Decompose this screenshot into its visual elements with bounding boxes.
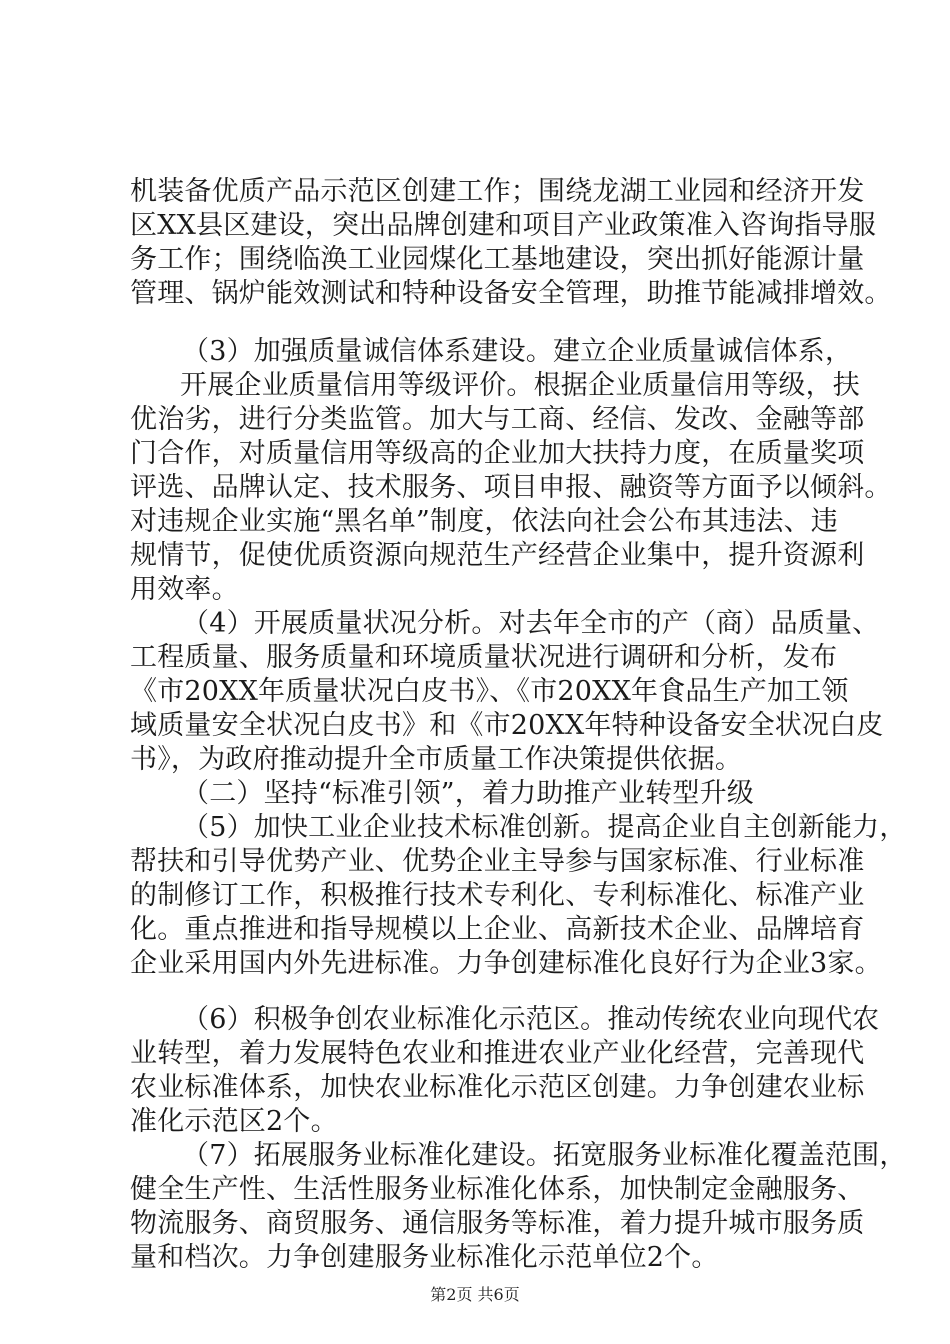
text-line: 管理、锅炉能效测试和特种设备安全管理，助推节能减排增效。 xyxy=(130,278,892,309)
text-line: 用效率。 xyxy=(130,574,239,605)
text-line: 务工作；围绕临涣工业园煤化工基地建设，突出抓好能源计量 xyxy=(130,244,865,275)
text-line: 《市20XX年质量状况白皮书》、《市20XX年食品生产加工领 xyxy=(130,676,849,707)
text-line: 开展企业质量信用等级评价。根据企业质量信用等级，扶 xyxy=(180,370,860,401)
text-line: 业转型，着力发展特色农业和推进农业产业化经营，完善现代 xyxy=(130,1038,865,1069)
text-line: 健全生产性、生活性服务业标准化体系，加快制定金融服务、 xyxy=(130,1174,865,1205)
text-line: （6）积极争创农业标准化示范区。推动传统农业向现代农 xyxy=(182,1004,880,1035)
text-line: 企业采用国内外先进标准。力争创建标准化良好行为企业3家。 xyxy=(130,948,882,979)
text-line: （3）加强质量诚信体系建设。建立企业质量诚信体系， xyxy=(182,336,853,367)
text-line: 规情节，促使优质资源向规范生产经营企业集中，提升资源利 xyxy=(130,540,865,571)
text-line: （5）加快工业企业技术标准创新。提高企业自主创新能力， xyxy=(182,812,907,843)
text-line: 物流服务、商贸服务、通信服务等标准，着力提升城市服务质 xyxy=(130,1208,865,1239)
text-line: 门合作，对质量信用等级高的企业加大扶持力度，在质量奖项 xyxy=(130,438,865,469)
text-line: 机装备优质产品示范区创建工作；围绕龙湖工业园和经济开发 xyxy=(130,176,865,207)
text-line: 区XX县区建设，突出品牌创建和项目产业政策准入咨询指导服 xyxy=(130,210,877,241)
text-line: 农业标准体系，加快农业标准化示范区创建。力争创建农业标 xyxy=(130,1072,865,1103)
text-line: 书》，为政府推动提升全市质量工作决策提供依据。 xyxy=(130,744,743,775)
text-line: 工程质量、服务质量和环境质量状况进行调研和分析，发布 xyxy=(130,642,838,673)
text-line: （4）开展质量状况分析。对去年全市的产（商）品质量、 xyxy=(182,608,880,639)
text-line: 准化示范区2个。 xyxy=(130,1106,338,1137)
text-line: 量和档次。力争创建服务业标准化示范单位2个。 xyxy=(130,1242,719,1273)
page-number: 第2页 共6页 xyxy=(430,1285,520,1304)
text-line: 对违规企业实施“黑名单”制度，依法向社会公布其违法、违 xyxy=(130,506,839,537)
section-heading: （二）坚持“标准引领”，着力助推产业转型升级 xyxy=(182,778,755,809)
text-line: 帮扶和引导优势产业、优势企业主导参与国家标准、行业标准 xyxy=(130,846,865,877)
text-line: 优治劣，进行分类监管。加大与工商、经信、发改、金融等部 xyxy=(130,404,865,435)
text-line: 评选、品牌认定、技术服务、项目申报、融资等方面予以倾斜。 xyxy=(130,472,892,503)
text-line: （7）拓展服务业标准化建设。拓宽服务业标准化覆盖范围， xyxy=(182,1140,907,1171)
text-line: 域质量安全状况白皮书》和《市20XX年特种设备安全状况白皮 xyxy=(130,710,884,741)
text-line: 的制修订工作，积极推行技术专利化、专利标准化、标准产业 xyxy=(130,880,865,911)
text-line: 化。重点推进和指导规模以上企业、高新技术企业、品牌培育 xyxy=(130,914,865,945)
